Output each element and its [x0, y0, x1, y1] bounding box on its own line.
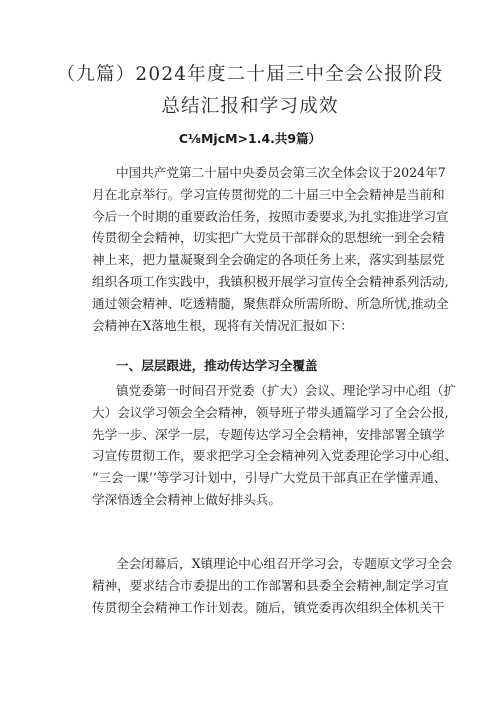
paragraph-line: 神上来，把力量凝聚到全会确定的各项任务上来，落实到基层党	[92, 252, 445, 268]
document-title-line-1: （九篇）2024年度二十届三中全会公报阶段	[56, 64, 444, 85]
paragraph-section-1-continued	[92, 553, 453, 618]
paragraph-line: 先学一步、深学一层，专题传达学习全会精神，安排部署全镇学	[92, 426, 445, 442]
paragraph-line: 传贯彻全会精神，切实把广大党员干部群众的思想统一到全会精	[92, 230, 445, 246]
paragraph-intro	[92, 162, 449, 336]
paragraph-line: 通过领会精神、吃透精髓，聚焦群众所需所盼、所急所忧,推动全	[92, 295, 449, 311]
paragraph-line: 组织各项工作实践中，我镇积极开展学习宣传全会精神系列活动,	[92, 273, 449, 289]
paragraph-line: 月在北京举行。学习宣传贯彻党的二十届三中全会精神是当前和	[92, 186, 445, 202]
paragraph-line: 今后一个时期的重要政治任务，按照市委要求,为扎实推进学习宣	[92, 208, 449, 224]
paragraph-line: “三会一课’’等学习计划中，引导广大党员干部真正在学懂弄通、	[92, 470, 447, 486]
paragraph-section-1	[92, 380, 458, 511]
paragraph-line: 习宣传贯彻工作，要求把学习全会精神列入党委理论学习中心组、	[92, 448, 458, 464]
paragraph-line: 精神，要求结合市委提出的工作部署和县委全会精神,制定学习宣	[92, 577, 449, 593]
section-heading-1: 一、层层跟进，推动传达学习全覆盖	[116, 358, 318, 373]
document-title-line-2: 总结汇报和学习成效	[161, 96, 339, 117]
document-subtitle: C⅛MjcM>1.4.共9篇）	[178, 131, 322, 146]
paragraph-line: 大）会议学习领会全会精神，领导班子带头通篇学习了全会公报,	[92, 404, 449, 420]
paragraph-line: 学深悟透全会精神上做好排头兵。	[92, 491, 281, 507]
paragraph-line: 中国共产党第二十届中央委员会第三次全体会议于2024年7	[116, 165, 446, 180]
paragraph-line: 会精神在X落地生根，现将有关情况汇报如下：	[92, 317, 353, 333]
paragraph-line: 传贯彻全会精神工作计划表。随后，镇党委再次组织全体机关干	[92, 599, 445, 615]
paragraph-line: 镇党委第一时间召开党委（扩大）会议、理论学习中心组（扩	[116, 383, 457, 398]
paragraph-line: 全会闭幕后，X镇理论中心组召开学习会，专题原文学习全会	[116, 556, 453, 571]
